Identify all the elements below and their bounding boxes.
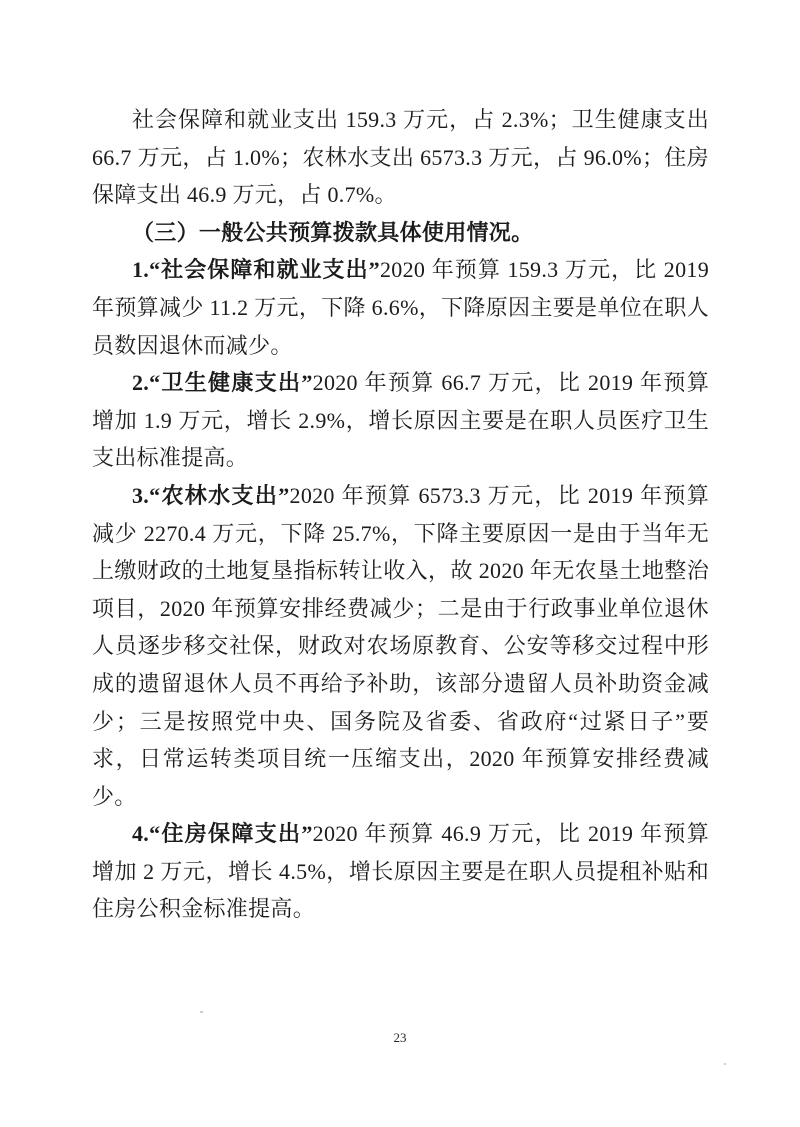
item-4-lead: 4.“住房保障支出” <box>132 821 313 847</box>
item-3-lead: 3.“农林水支出” <box>132 482 290 508</box>
item-2-text: 2020 年预算 66.7 万元，比 2019 年预算增加 1.9 万元，增长 2.9%，增长原因主要是在职人员医疗卫生支出标准提高。 <box>92 370 709 471</box>
section-heading: （三）一般公共预算拨款具体使用情况。 <box>132 219 534 245</box>
item-1-text: 2020 年预算 159.3 万元，比 2019 年预算减少 11.2 万元，下降 6.6%，下降原因主要是单位在职人员数因退休而减少。 <box>92 257 709 358</box>
page-number: 23 <box>393 1030 407 1045</box>
scan-artifact-dot <box>200 1011 203 1013</box>
scan-artifact-dot <box>724 1063 726 1065</box>
item-paragraph-2 <box>92 364 709 477</box>
item-1-lead: 1.“社会保障和就业支出” <box>132 257 380 283</box>
item-3-text: 2020 年预算 6573.3 万元，比 2019 年预算减少 2270.4 万元，下降 25.7%，下降主要原因一是由于当年无上缴财政的土地复垦指标转让收入，故 2020 年无农垦土地整治项目，2020 年预算安排经费减少；二是由于行政事业单位退休人员逐步移交社保，财政对农场原教育、公安等移交过程中形成的遗留退休人员不再给予补助，该部分遗留人员补助资金减少；三是按照党中央、国务院及省委、省政府“过紧日子”要求，日常运转类项目统一压缩支出，2020 年预算安排经费减少。 <box>92 482 709 809</box>
opening-paragraph: 社会保障和就业支出 159.3 万元，占 2.3%；卫生健康支出 66.7 万元，占 1.0%；农林水支出 6573.3 万元，占 96.0%；住房保障支出 46.9 万元，占 0.7%。 <box>92 107 709 208</box>
item-2-lead: 2.“卫生健康支出” <box>132 370 313 396</box>
item-paragraph-3 <box>92 477 709 815</box>
document-body <box>92 101 709 928</box>
item-paragraph-1 <box>92 251 709 364</box>
item-paragraph-4 <box>92 815 709 928</box>
item-4-text: 2020 年预算 46.9 万元，比 2019 年预算增加 2 万元，增长 4.5%，增长原因主要是在职人员提租补贴和住房公积金标准提高。 <box>92 821 709 922</box>
